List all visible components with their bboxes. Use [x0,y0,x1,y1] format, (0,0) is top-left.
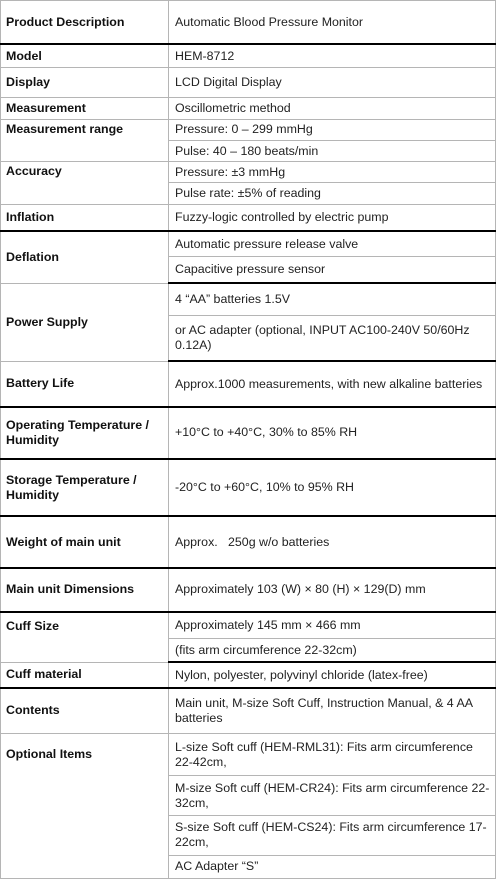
model-label: Model [1,44,169,67]
row-measurement-range-1 [1,119,496,140]
cuff-size-dimensions: Approximately 145 mm × 466 mm [169,612,496,638]
contents-value: Main unit, M-size Soft Cuff, Instruction Manual, & 4 AA batteries [169,688,496,734]
row-power-supply-1 [1,283,496,315]
row-inflation [1,204,496,230]
cuff-material-value: Nylon, polyester, polyvinyl chloride (latex-free) [169,662,496,687]
display-label: Display [1,67,169,97]
row-optional-items-1 [1,733,496,776]
deflation-sensor: Capacitive pressure sensor [169,257,496,283]
optional-item-s-size-cuff: S-size Soft cuff (HEM-CS24): Fits arm circumference 17-22cm, [169,815,496,855]
storage-temperature-value: -20°C to +60°C, 10% to 95% RH [169,459,496,517]
accuracy-pressure: Pressure: ±3 mmHg [169,162,496,183]
accuracy-label: Accuracy [1,162,169,205]
row-display [1,67,496,97]
deflation-valve: Automatic pressure release valve [169,231,496,257]
optional-items-label: Optional Items [1,733,169,878]
operating-temperature-label: Operating Temperature / Humidity [1,407,169,459]
row-measurement [1,98,496,119]
row-storage-temperature [1,459,496,517]
inflation-label: Inflation [1,204,169,230]
row-operating-temperature [1,407,496,459]
product-description-value: Automatic Blood Pressure Monitor [169,1,496,45]
row-deflation-1 [1,231,496,257]
weight-value: Approx. 250g w/o batteries [169,516,496,568]
row-contents [1,688,496,734]
measurement-range-pulse: Pulse: 40 – 180 beats/min [169,140,496,161]
display-value: LCD Digital Display [169,67,496,97]
measurement-range-label: Measurement range [1,119,169,162]
row-battery-life [1,361,496,407]
measurement-value: Oscillometric method [169,98,496,119]
row-weight [1,516,496,568]
battery-life-label: Battery Life [1,361,169,407]
inflation-value: Fuzzy-logic controlled by electric pump [169,204,496,230]
optional-item-l-size-cuff: L-size Soft cuff (HEM-RML31): Fits arm circumference 22-42cm, [169,733,496,776]
power-supply-adapter: or AC adapter (optional, INPUT AC100-240V 50/60Hz 0.12A) [169,316,496,362]
deflation-label: Deflation [1,231,169,284]
storage-temperature-label: Storage Temperature / Humidity [1,459,169,517]
power-supply-label: Power Supply [1,283,169,361]
weight-label: Weight of main unit [1,516,169,568]
optional-item-m-size-cuff: M-size Soft cuff (HEM-CR24): Fits arm circumference 22-32cm, [169,776,496,816]
row-cuff-material [1,662,496,687]
optional-item-ac-adapter: AC Adapter “S” [169,855,496,878]
dimensions-label: Main unit Dimensions [1,568,169,612]
cuff-material-label: Cuff material [1,662,169,687]
measurement-range-pressure: Pressure: 0 – 299 mmHg [169,119,496,140]
battery-life-value: Approx.1000 measurements, with new alkaline batteries [169,361,496,407]
model-value: HEM-8712 [169,44,496,67]
measurement-label: Measurement [1,98,169,119]
row-product-description [1,1,496,45]
product-description-label: Product Description [1,1,169,45]
row-model [1,44,496,67]
accuracy-pulse-rate: Pulse rate: ±5% of reading [169,183,496,204]
row-accuracy-1 [1,162,496,183]
row-cuff-size-1 [1,612,496,638]
cuff-size-fit: (fits arm circumference 22-32cm) [169,638,496,662]
row-dimensions [1,568,496,612]
contents-label: Contents [1,688,169,734]
dimensions-value: Approximately 103 (W) × 80 (H) × 129(D) mm [169,568,496,612]
operating-temperature-value: +10°C to +40°C, 30% to 85% RH [169,407,496,459]
cuff-size-label: Cuff Size [1,612,169,663]
power-supply-batteries: 4 “AA” batteries 1.5V [169,283,496,315]
